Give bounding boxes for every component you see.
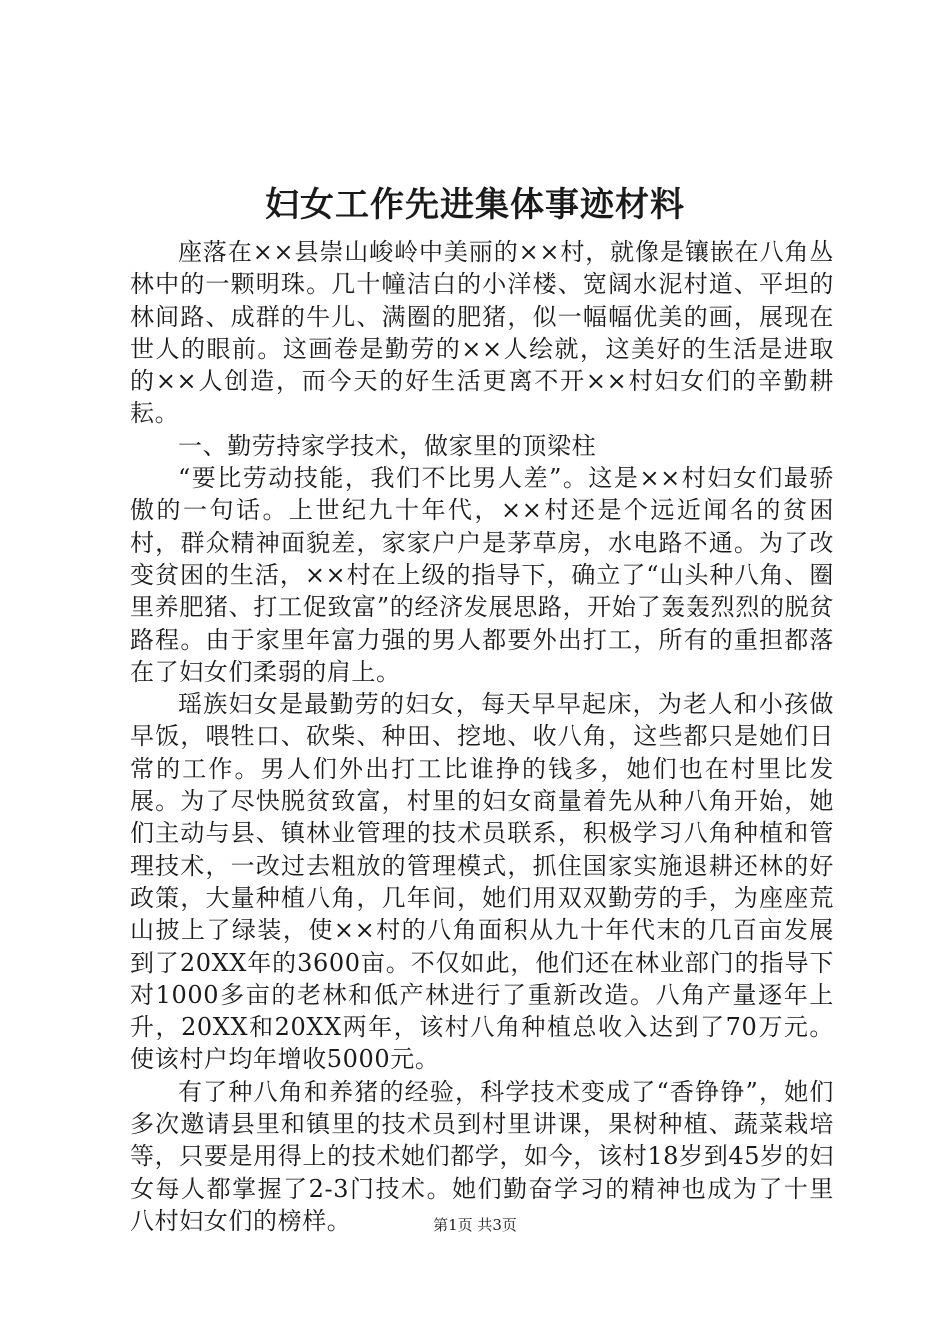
page-number-footer: 第1页 共3页 — [433, 1216, 517, 1234]
document-title: 妇女工作先进集体事迹材料 — [265, 185, 685, 225]
document-body — [130, 236, 834, 1237]
paragraph: “要比劳动技能，我们不比男人差”。这是××村妇女们最骄傲的一句话。上世纪九十年代，××村还是个远近闻名的贫困村，群众精神面貌差，家家户户是茅草房，水电路不通。为了改变贫困的生活，××村在上级的指导下，确立了“山头种八角、圈里养肥猪、打工促致富”的经济发展思路，开始了轰轰烈烈的脱贫路程。由于家里年富力强的男人都要外出打工，所有的重担都落在了妇女们柔弱的肩上。 — [130, 464, 834, 686]
section-heading: 一、勤劳持家学技术，做家里的顶梁柱 — [178, 431, 597, 460]
paragraph: 座落在××县崇山峻岭中美丽的××村，就像是镶嵌在八角丛林中的一颗明珠。几十幢洁白的小洋楼、宽阔水泥村道、平坦的林间路、成群的牛儿、满圈的肥猪，似一幅幅优美的画，展现在世人的眼前。这画卷是勤劳的××人绘就，这美好的生活是进取的××人创造，而今天的好生活更离不开××村妇女们的辛勤耕耘。 — [130, 238, 834, 428]
paragraph: 瑶族妇女是最勤劳的妇女，每天早早起床，为老人和小孩做早饭，喂牲口、砍柴、种田、挖地、收八角，这些都只是她们日常的工作。男人们外出打工比谁挣的钱多，她们也在村里比发展。为了尽快脱贫致富，村里的妇女商量着先从种八角开始，她们主动与县、镇林业管理的技术员联系，积极学习八角种植和管理技术，一改过去粗放的管理模式，抓住国家实施退耕还林的好政策，大量种植八角，几年间，她们用双双勤劳的手，为座座荒山披上了绿装，使××村的八角面积从九十年代末的几百亩发展到了20XX年的3600亩。不仅如此，他们还在林业部门的指导下对1000多亩的老林和低产林进行了重新改造。八角产量逐年上升，20XX和20XX两年，该村八角种植总收入达到了70万元。使该村户均年增收5000元。 — [130, 690, 834, 1074]
paragraph: 有了种八角和养猪的经验，科学技术变成了“香铮铮”，她们多次邀请县里和镇里的技术员到村里讲课，果树种植、蔬菜栽培等，只要是用得上的技术她们都学，如今，该村18岁到45岁的妇女每人都掌握了2-3门技术。她们勤奋学习的精神也成为了十里八村妇女们的榜样。 — [130, 1077, 834, 1235]
